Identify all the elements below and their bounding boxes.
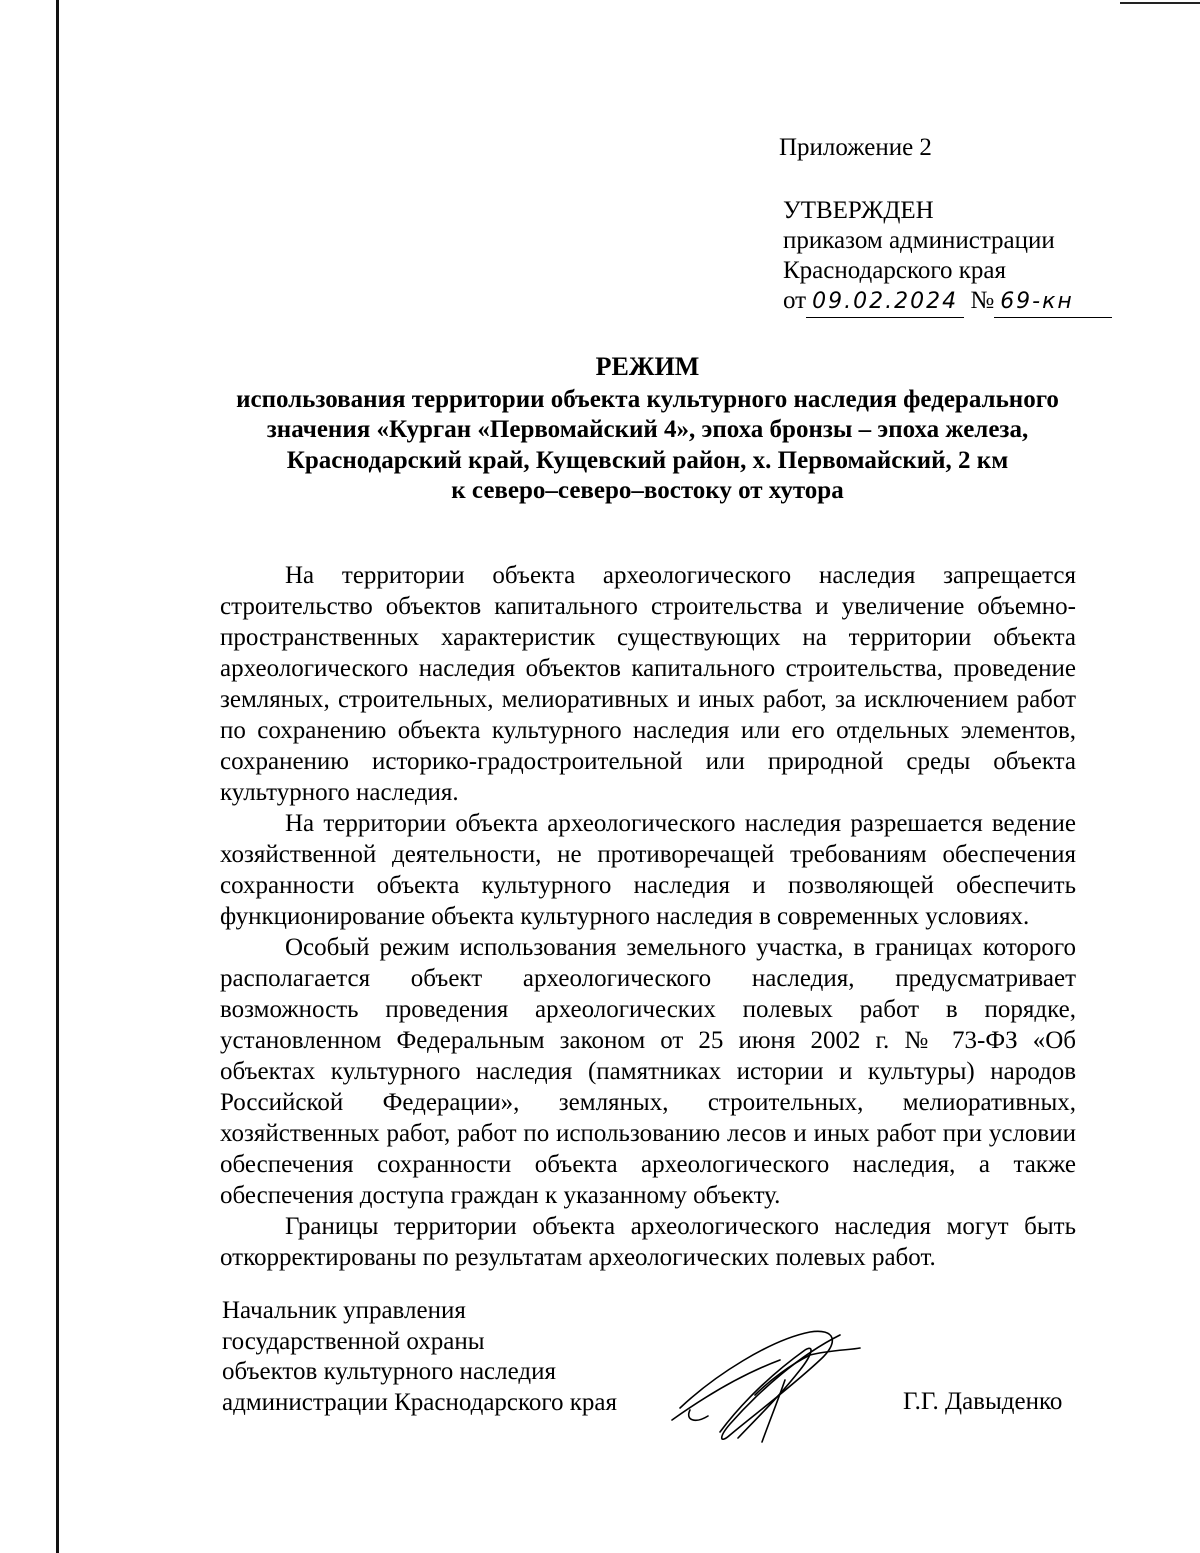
title-line-3: Краснодарский край, Кущевский район, х. Первомайский, 2 км — [286, 446, 1009, 474]
approved-title: УТВЕРЖДЕН — [783, 197, 934, 224]
signer-position-line-1: Начальник управления — [222, 1297, 466, 1324]
signer-position-line-2: государственной охраны — [222, 1327, 485, 1355]
title-line-4: к северо–северо–востоку от хутора — [451, 477, 844, 504]
signer-position — [222, 1296, 617, 1418]
approved-line-1: приказом администрации — [783, 227, 1055, 254]
approved-line-2: Краснодарского края — [783, 257, 1006, 284]
paragraph-3: Особый режим использования земельного участка, в границах которого располагается объект археологического наследия, предусматривает возможность проведения археологических полевых работ в порядке, установленном Федеральным законом от 25 июня 2002 г. № 73-ФЗ «Об объектах культурного наследия (памятниках истории и культуры) народов Российской Федерации», земляных, строительных, мелиоративных, хозяйственных работ, работ по использованию лесов и иных работ при условии обеспечения сохранности объекта археологического наследия, а также обеспечения доступа граждан к указанному объекту. — [220, 934, 1076, 1209]
scan-edge-top — [1120, 2, 1200, 4]
scan-edge-left — [56, 0, 59, 1553]
order-line — [783, 286, 1112, 318]
signer-position-line-3: объектов культурного наследия — [222, 1358, 556, 1385]
order-number: 69-кн — [994, 287, 1112, 318]
signer-name: Г.Г. Давыденко — [903, 1388, 1063, 1415]
approval-block — [783, 196, 1112, 318]
paragraph-4: Границы территории объекта археологического наследия могут быть откорректированы по результатам археологических полевых работ. — [220, 1213, 1076, 1271]
order-date: 09.02.2024 — [806, 287, 964, 318]
appendix-label: Приложение 2 — [779, 134, 932, 161]
order-prefix: от — [783, 287, 807, 314]
paragraph-2: На территории объекта археологического наследия разрешается ведение хозяйственной деятельности, не противоречащей требованиям обеспечения сохранности объекта культурного наследия и позволяющей обеспечить функционирование объекта культурного наследия в современных условиях. — [220, 810, 1076, 930]
title-line-1: использования территории объекта культурного наследия федерального — [236, 385, 1059, 413]
document-body — [220, 560, 1076, 1273]
order-number-label: № — [970, 287, 995, 314]
signer-position-line-4: администрации Краснодарского края — [222, 1388, 618, 1416]
title-line-2: значения «Курган «Первомайский 4», эпоха бронзы – эпоха железа, — [266, 416, 1029, 443]
document-title — [190, 352, 1105, 507]
paragraph-1: На территории объекта археологического наследия запрещается строительство объектов капитального строительства и увеличение объемно-пространственных характеристик существующих на территории объекта археологического наследия объектов капитального строительства, проведение земляных, строительных, мелиоративных и иных работ, за исключением работ по сохранению объекта культурного наследия или его отдельных элементов, сохранению историко-градостроительной или природной среды объекта культурного наследия. — [220, 562, 1076, 806]
handwritten-signature — [660, 1320, 870, 1450]
title-main: РЕЖИМ — [595, 352, 700, 381]
